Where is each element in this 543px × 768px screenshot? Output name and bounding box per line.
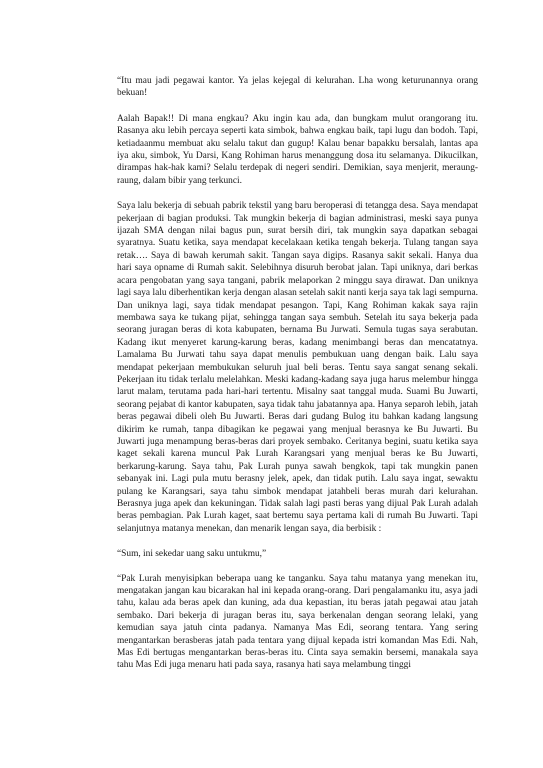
paragraph-5: “Pak Lurah menyisipkan beberapa uang ke tanganku. Saya tahu matanya yang menekan itu, mengatakan jangan kau bicarakan hal ini kepada orang-orang. Dari pengalamanku itu, asya jadi tahu, kalau ada beras apek dan kuning, ada dua kepastian, itu beras jatah pegawai atau jatah sembako. Dari bekerja di juragan beras itu, saya berkenalan dengan seorang lelaki, yang kemudian saya jatuh cinta padanya. Namanya Mas Edi, seorang tentara. Yang sering mengantarkan berasberas jatah pada tentara yang dijual kepada istri komandan Mas Edi. Nah, Mas Edi bertugas mengantarkan beras-beras itu. Cinta saya semakin bersemi, manakala saya tahu Mas Edi juga menaru hati pada saya, rasanya hati saya melambung tinggi: [117, 573, 478, 671]
paragraph-3: Saya lalu bekerja di sebuah pabrik tekstil yang baru beroperasi di tetangga desa. Saya mendapat pekerjaan di bagian produksi. Tak mungkin bekerja di bagian administrasi, meski saya punya ijazah SMA dengan nilai bagus pun, surat bersih diri, tak mungkin saya dapatkan sebagai syaratnya. Suatu ketika, saya mendapat kecelakaan ketika tengah bekerja. Tulang tangan saya retak…. Saya di bawah kerumah sakit. Tangan saya digips. Rasanya sakit sekali. Hanya dua hari saya opname di Rumah sakit. Selebihnya disuruh berobat jalan. Tapi uniknya, dari berkas acara pengobatan yang saya tangani, pabrik melaporkan 2 minggu saya dirawat. Dan uniknya lagi saya lalu diberhentikan kerja dengan alasan setelah sakit nanti kerja saya tak lagi sempurna. Dan uniknya lagi, saya tidak mendapat pesangon. Tapi, Kang Rohiman kakak saya rajin membawa saya ke tukang pijat, sehingga tangan saya sembuh. Setelah itu saya bekerja pada seorang juragan beras di kota kabupaten, bernama Bu Jurwati. Semula tugas saya serabutan. Kadang ikut menyeret karung-karung beras, kadang menimbangi beras dan mencatatnya. Lamalama Bu Jurwati tahu saya dapat menulis pembukuan uang dengan baik. Lalu saya mendapat pekerjaan membukukan seluruh jual beli beras. Tentu saya sangat senang sekali. Pekerjaan itu tidak terlalu melelahkan. Meski kadang-kadang saya juga harus melembur hingga larut malam, terutama pada hari-hari tertentu. Misalny saat tanggal muda. Suami Bu Juwarti, seorang pejabat di kantor kabupaten, saya tidak tahu jabatannya apa. Hanya separoh lebih, jatah beras pegawai dibeli oleh Bu Juwarti. Beras dari gudang Bulog itu bahkan kadang langsung dikirim ke rumah, tanpa dibagikan ke pegawai yang menjual berasnya ke Bu Juwarti. Bu Juwarti juga menampung beras-beras dari proyek sembako. Ceritanya begini, suatu ketika saya kaget sekali karena muncul Pak Lurah Karangsari yang menjual beras ke Bu Juwarti, berkarung-karung. Saya tahu, Pak Lurah punya sawah bengkok, tapi tak mungkin panen sebanyak ini. Lagi pula mutu berasny jelek, apek, dan tidak putih. Lalu saya ingat, sewaktu pulang ke Karangsari, saya tahu simbok mendapat jatahbeli beras murah dari kelurahan. Berasnya juga apek dan kekuningan. Tidak salah lagi pasti beras yang dijual Pak Lurah adalah beras pembagian. Pak Lurah kaget, saat bertemu saya pertama kali di rumah Bu Juwarti. Tapi selanjutnya matanya menekan, dan menarik lengan saya, dia berbisik :: [117, 201, 478, 534]
paragraph-1: “Itu mau jadi pegawai kantor. Ya jelas kejegal di kelurahan. Lha wong keturunannya orang bekuan!: [117, 76, 478, 99]
paragraph-2: Aalah Bapak!! Di mana engkau? Aku ingin kau ada, dan bungkam mulut orangorang itu. Rasanya aku lebih percaya seperti kata simbok, bahwa engkau baik, tapi lugu dan bodoh. Tapi, ketiadaanmu membuat aku selalu takut dan gugup! Kalau benar bapakku bersalah, lantas apa iya aku, simbok, Yu Darsi, Kang Rohiman harus menanggung dosa itu selamanya. Dikucilkan, dirampas hak-hak kami? Selalu terdepak di negeri sendiri. Demikian, saya menjerit, meraung-raung, dalam bibir yang terkunci.: [117, 113, 478, 186]
paragraph-4: “Sum, ini sekedar uang saku untukmu,”: [117, 549, 267, 560]
document-body: [117, 75, 478, 685]
